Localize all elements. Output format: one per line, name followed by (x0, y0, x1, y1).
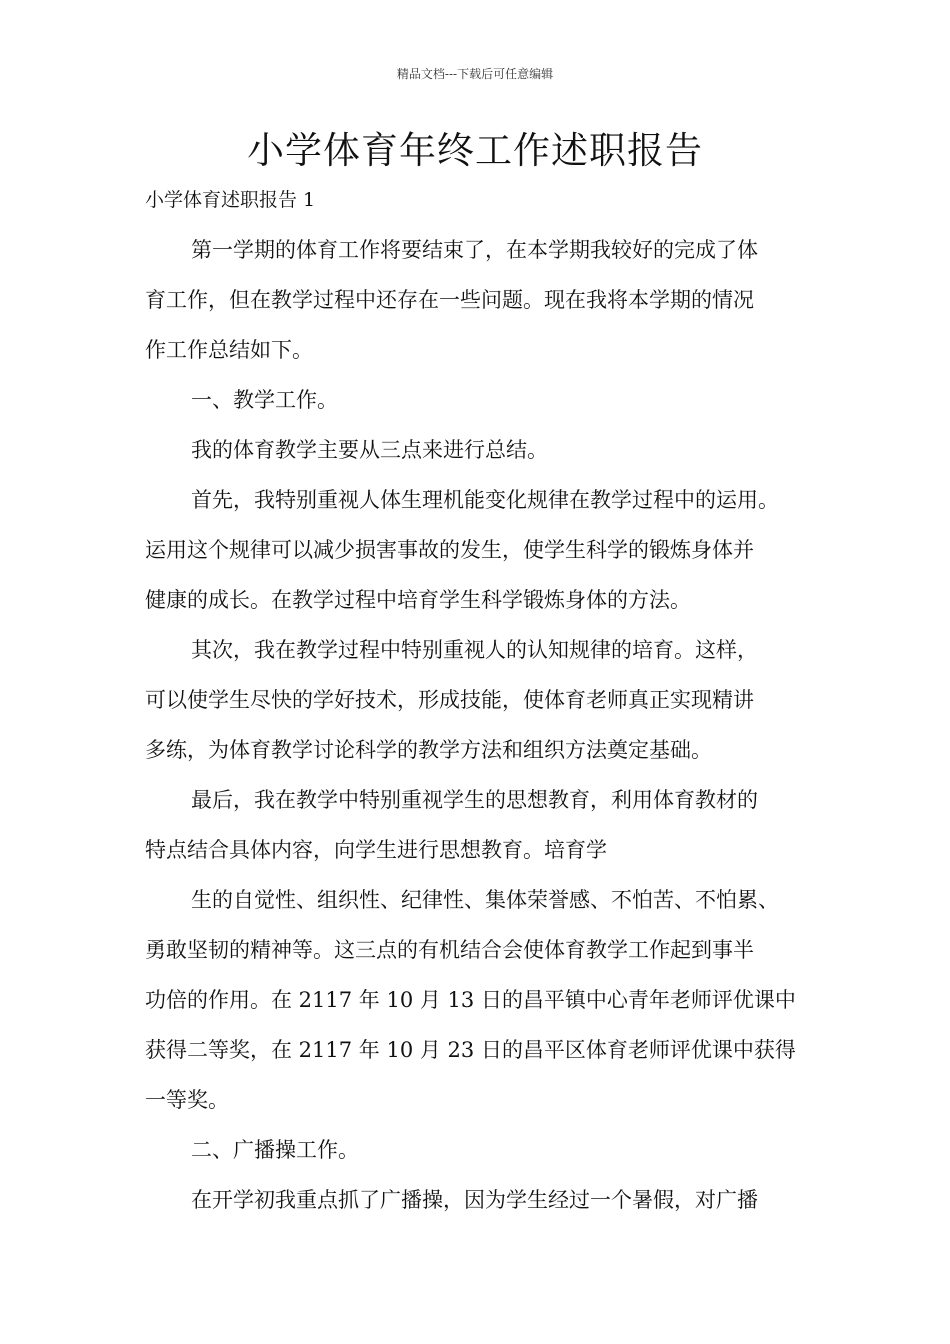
document-title: 小学体育年终工作述职报告 (247, 129, 703, 172)
body-line: 一等奖。 (145, 1088, 229, 1112)
body-line: 运用这个规律可以减少损害事故的发生，使学生科学的锻炼身体并 (145, 538, 754, 562)
section-heading-1: 一、教学工作。 (191, 388, 338, 412)
header-note: 精品文档---下载后可任意编辑 (396, 67, 554, 81)
body-line: 育工作，但在教学过程中还存在一些问题。现在我将本学期的情况 (145, 288, 754, 312)
body-line: 健康的成长。在教学过程中培育学生科学锻炼身体的方法。 (145, 588, 691, 612)
body-line: 最后，我在教学中特别重视学生的思想教育，利用体育教材的 (191, 788, 758, 812)
body-line: 功倍的作用。在 2117 年 10 月 13 日的昌平镇中心青年老师评优课中 (145, 988, 796, 1012)
body-line: 作工作总结如下。 (145, 338, 313, 362)
body-line: 多练，为体育教学讨论科学的教学方法和组织方法奠定基础。 (145, 738, 712, 762)
body-line: 特点结合具体内容，向学生进行思想教育。培育学 (145, 838, 607, 862)
body-line: 生的自觉性、组织性、纪律性、集体荣誉感、不怕苦、不怕累、 (191, 888, 779, 912)
body-line: 第一学期的体育工作将要结束了，在本学期我较好的完成了体 (191, 238, 758, 262)
document-subtitle: 小学体育述职报告 1 (145, 189, 316, 211)
body-line: 获得二等奖，在 2117 年 10 月 23 日的昌平区体育老师评优课中获得 (145, 1038, 796, 1062)
section-heading-2: 二、广播操工作。 (191, 1138, 359, 1162)
body-line: 其次，我在教学过程中特别重视人的认知规律的培育。这样， (191, 638, 758, 662)
body-line: 可以使学生尽快的学好技术，形成技能，使体育老师真正实现精讲 (145, 688, 754, 712)
body-line: 我的体育教学主要从三点来进行总结。 (191, 438, 548, 462)
body-line: 勇敢坚韧的精神等。这三点的有机结合会使体育教学工作起到事半 (145, 938, 754, 962)
body-line: 在开学初我重点抓了广播操，因为学生经过一个暑假，对广播 (191, 1188, 758, 1212)
body-line: 首先，我特别重视人体生理机能变化规律在教学过程中的运用。 (191, 488, 779, 512)
